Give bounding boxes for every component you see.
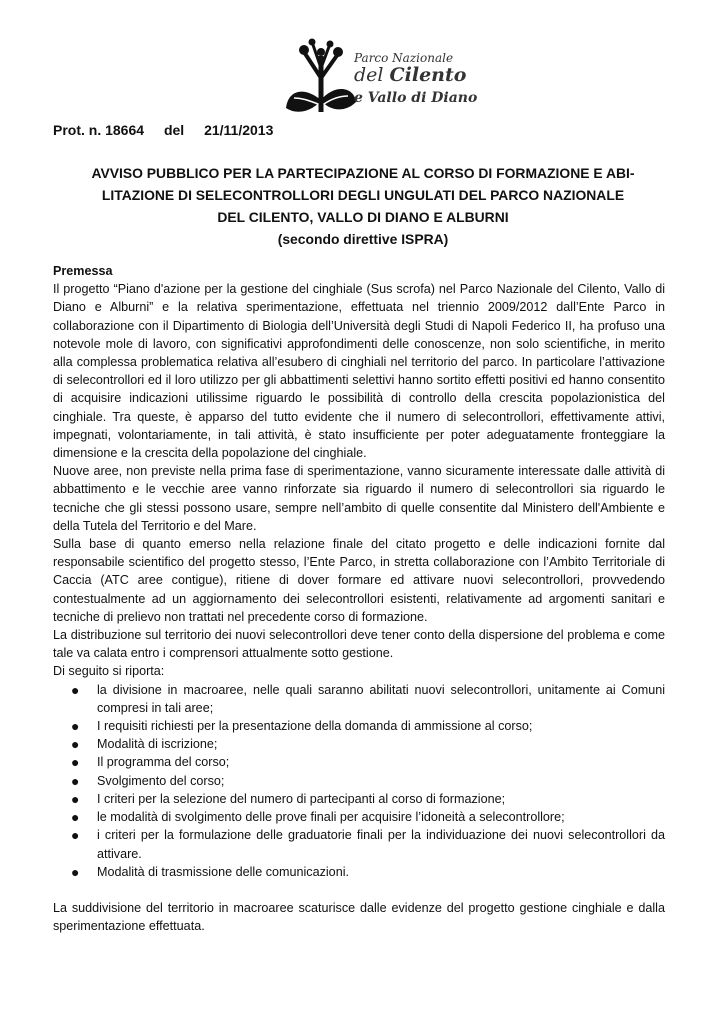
logo-line-2 [354, 66, 466, 85]
list-item [53, 717, 665, 735]
list-item-text: le modalità di svolgimento delle prove finali per acquisire l’idoneità a selecontrollore; [97, 810, 565, 825]
spacer [53, 881, 665, 899]
paragraph: Di seguito si riporta: [53, 664, 165, 679]
title-line: AVVISO PUBBLICO PER LA PARTECIPAZIONE AL CORSO DI FORMAZIONE E ABI- [91, 165, 635, 181]
bullet-list [53, 681, 665, 881]
protocol-del: del [163, 122, 185, 138]
bullet-icon: ● [71, 736, 80, 753]
title-line: DEL CILENTO, VALLO DI DIANO E ALBURNI [217, 209, 509, 225]
section-heading: Premessa [53, 264, 113, 278]
paragraph: Il progetto “Piano d'azione per la gestione del cinghiale (Sus scrofa) nel Parco Nazionale del Cilento, Vallo di Diano e Alburni” e la relativa sperimentazione, effettuata nel triennio 2009/2012 dall’Ente Parco in collaborazione con il Dipartimento di Biologia dell’Università degli Studi di Napoli Federico II, ha profuso una notevole mole di lavoro, con significativi approfondimenti delle conoscenze, non solo scientifiche, in merito alla complessa problematica relativa all’esubero di cinghiali nel territorio del parco. In particolare l’attivazione di selecontrollori ed il loro utilizzo per gli abbattimenti selettivi hanno sortito effetti positivi ed hanno consentito di acquisire indicazioni utilissime riguardo le possibilità di controllo della crescita popolazionistica del cinghiale. Tra queste, è apparso del tutto evidente che il numero di selecontrollori, effettivamente attivi, impegnati, volontariamente, in tali attività, è stato insufficiente per poter adeguatamente fronteggiare la dimensione e la crescita della popolazione del cinghiale. [53, 282, 665, 461]
list-item-text: Modalità di trasmissione delle comunicazioni. [97, 864, 349, 879]
list-item-text: I requisiti richiesti per la presentazione della domanda di ammissione al corso; [97, 719, 533, 734]
list-item-text: la divisione in macroaree, nelle quali saranno abilitati nuovi selecontrollori, unitamente ai Comuni compresi in tali aree; [97, 682, 665, 715]
list-item-text: i criteri per la formulazione delle graduatorie finali per la individuazione dei nuovi selecontrollori da attivare. [97, 828, 665, 861]
closing-paragraph: La suddivisione del territorio in macroaree scaturisce dalle evidenze del progetto gestione cinghiale e dalla sperimentazione effettuata. [53, 900, 665, 934]
bullet-icon: ● [71, 772, 80, 789]
park-emblem-icon [284, 38, 358, 124]
list-item [53, 735, 665, 753]
logo-line-3: e Vallo di Diano [354, 90, 478, 106]
list-item [53, 753, 665, 771]
bullet-icon: ● [71, 827, 80, 844]
bullet-icon: ● [71, 790, 80, 807]
bullet-icon: ● [71, 681, 80, 698]
park-logo [284, 38, 478, 124]
list-item-text: Modalità di iscrizione; [97, 737, 218, 752]
logo-line-1: Parco Nazionale [354, 51, 454, 65]
title-line: LITAZIONE DI SELECONTROLLORI DEGLI UNGULATI DEL PARCO NAZIONALE [101, 187, 625, 203]
protocol-number: Prot. n. 18664 [53, 122, 145, 138]
logo-cilento: Cilento [389, 64, 467, 86]
notice-title [53, 162, 673, 250]
bullet-icon: ● [71, 718, 80, 735]
list-item-text: Il programma del corso; [97, 755, 230, 770]
list-item [53, 681, 665, 717]
list-item [53, 790, 665, 808]
list-item [53, 863, 665, 881]
bullet-icon: ● [71, 863, 80, 880]
protocol-line [53, 121, 289, 139]
list-item-text: Svolgimento del corso; [97, 773, 225, 788]
protocol-date: 21/11/2013 [204, 122, 274, 138]
paragraph: La distribuzione sul territorio dei nuovi selecontrollori deve tener conto della dispersione del problema e come tale va calata entro i comprensori attualmente sotto gestione. [53, 628, 665, 661]
paragraph: Sulla base di quanto emerso nella relazione finale del citato progetto e delle indicazioni fornite dal responsabile scientifico del progetto stesso, l’Ente Parco, in stretta collaborazione con l’Ambito Territoriale di Caccia (ATC aree contigue), ritiene di dover formare ed attivare nuovi selecontrollori, provvedendo contestualmente ad un aggiornamento dei selecontrollori esistenti, relativamente ad argomenti sanitari e tecniche di prelievo non trattati nel precedente corso di formazione. [53, 537, 665, 624]
list-item [53, 826, 665, 862]
document-body [53, 262, 665, 935]
paragraph: Nuove aree, non previste nella prima fase di sperimentazione, vanno sicuramente interessate dalle attività di abbattimento e le vecchie aree vanno rinforzate sia riguardo il numero di selecontrollori sia riguardo le tecniche che gli stessi possono usare, sempre nell’ambito di quelle consentite dal Ministero dell'Ambiente e della Tutela del Territorio e del Mare. [53, 464, 665, 533]
list-item [53, 808, 665, 826]
bullet-icon: ● [71, 754, 80, 771]
title-subtitle: (secondo direttive ISPRA) [277, 231, 449, 247]
list-item [53, 772, 665, 790]
list-item-text: I criteri per la selezione del numero di partecipanti al corso di formazione; [97, 791, 506, 806]
bullet-icon: ● [71, 809, 80, 826]
logo-del: del [354, 64, 384, 86]
